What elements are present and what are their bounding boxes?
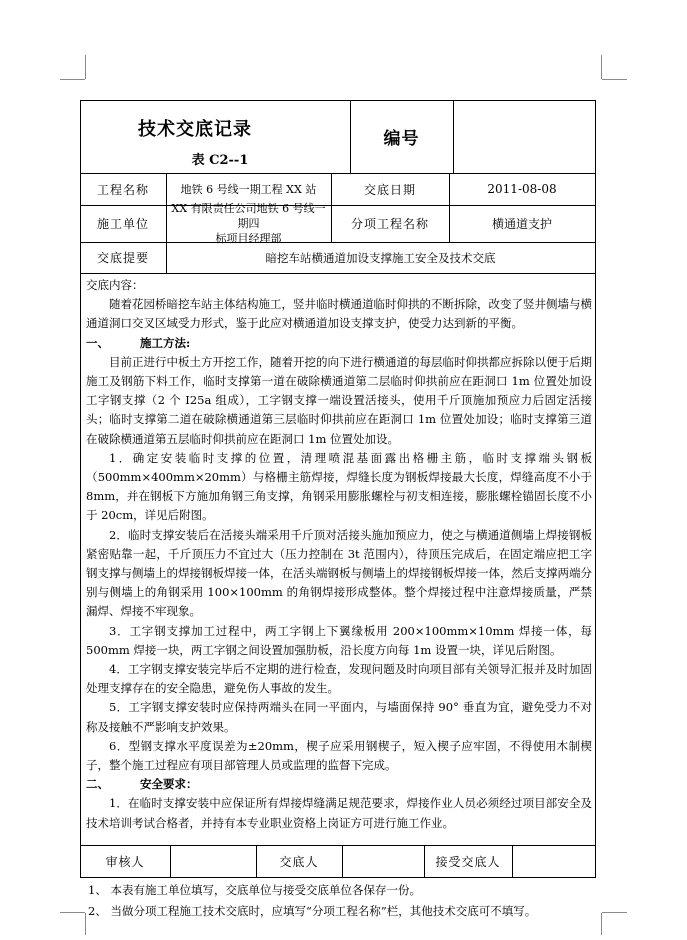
construction-unit-label: 施工单位 [96,217,149,231]
form-number: 表 C2--1 [191,152,249,168]
table-border-right [595,100,596,878]
section1-number: 一、 [86,335,109,350]
crop-mark-top-left-h [60,79,85,80]
table-rule-row3 [80,273,596,274]
crop-mark-bottom-right-h [602,912,627,913]
section2-number: 二、 [86,777,109,792]
handover-content [86,276,592,833]
construction-unit-line2: 标项目经理部 [215,232,282,245]
section1-title: 施工方法: [140,335,191,350]
section2-title: 安全要求： [140,777,198,792]
method-item-5: 5．工字钢支撑安装时应保持两端头在同一平面内，与墙面保持 90° 垂直为宜，避免受力不对称及接触不严影响支护效果。 [86,700,592,734]
summary-label: 交底提要 [96,251,149,265]
method-item-3: 3．工字钢支撑加工过程中，两工字钢上下翼缘板用 200×100mm×10mm 焊接一体，每 500mm 焊接一块，两工字钢之间设置加强肋板，沿长度方向每 1m 设置一块，详见后附图。 [86,623,592,657]
handover-date: 2011-08-08 [487,182,557,196]
table-border-bottom [80,877,596,878]
handover-person-signature[interactable] [342,845,424,877]
receiver-signature[interactable] [512,845,595,877]
project-name-label: 工程名称 [96,182,149,197]
reviewer-label: 审核人 [105,854,145,869]
sub-project-label: 分项工程名称 [350,217,429,231]
handover-person-label: 交底人 [279,854,319,869]
construction-unit-line1: XX 有限责任公司地铁 6 号线一期四 [171,202,326,230]
method-item-1: 1．确定安装临时支撑的位置，清理喷混基面露出格栅主筋，临时支撑端头钢板（500mm×400mm×20mm）与格栅主筋焊接，焊缝长度为钢板焊接最大长度，焊缝高度不小于 8mm，并在钢板下方施加角钢三角支撑，角钢采用膨胀螺栓与初支相连接，膨胀螺栓锚固长度不小于 20cm，详见后附图。 [86,450,592,523]
document-title: 技术交底记录 [138,119,252,140]
reviewer-signature[interactable] [170,845,256,877]
sub-project: 横通道支护 [491,217,552,231]
number-label: 编号 [383,129,420,149]
section-safety [86,775,592,794]
method-item-4: 4．工字钢支撑安装完毕后不定期的进行检查，发现问题及时向项目部有关领导汇报并及时加固处理支撑存在的安全隐患，避免伤人事故的发生。 [86,662,592,696]
crop-mark-bottom-left-v [85,913,86,935]
summary: 暗挖车站横通道加设支撑施工安全及技术交底 [265,250,496,265]
construction-unit [166,202,331,245]
crop-mark-top-right-v [601,55,602,79]
content-intro-label: 交底内容： [86,278,144,292]
crop-mark-bottom-right-v [601,913,602,935]
footnote-1: 1、 本表有施工单位填写，交底单位与接受交底单位各保存一份。 [88,883,421,897]
method-item-6: 6．型钢支撑水平度误差为±20mm，楔子应采用钢楔子，短入楔子应牢固，不得使用木制楔子，整个施工过程应有项目部管理人员或监理的监督下完成。 [86,738,592,773]
safety-item-1: 1．在临时支撑安装中应保证所有焊接焊缝满足规范要求，焊接作业人员必须经过项目部安全及技术培训考试合格者，并持有本专业职业资格上岗证方可进行施工作业。 [86,796,592,830]
crop-mark-top-left-v [85,55,86,79]
footnote-2: 2、 当做分项工程施工技术交底时，应填写“分项工程名称”栏，其他技术交底可不填写。 [88,904,537,918]
crop-mark-bottom-left-h [60,912,85,913]
receiver-label: 接受交底人 [435,854,501,869]
project-name: 地铁 6 号线一期工程 XX 站 [180,183,317,196]
content-intro: 随着花园桥暗挖车站主体结构施工，竖井临时横通道临时仰拱的不断拆除，改变了竖井侧墙与横通道洞口交叉区域受力形式，鉴于此应对横通道加设支撑支护，使受力达到新的平衡。 [86,297,592,331]
crop-mark-top-right-h [602,79,627,80]
method-item-2: 2．临时支撑安装后在活接头端采用千斤顶对活接头施加预应力，使之与横通道侧墙上焊接钢板紧密贴靠一起，千斤顶压力不宜过大（压力控制在 3t 范围内），待顶压完成后，在固定端应把工字钢支撑与侧墙上的焊接钢板焊接一体，在活头端钢板与侧墙上的焊接钢板焊接一体，然后支撑两端分别与侧墙上的角钢采用 100×100mm 的角钢焊接形成整体。整个焊接过程中注意焊接质量，严禁漏焊、焊接不牢现象。 [86,527,592,619]
number-value[interactable] [453,100,595,173]
section-construction-method [86,334,592,353]
handover-date-label: 交底日期 [363,182,416,197]
method-paragraph: 目前正进行中板土方开挖工作，随着开挖的向下进行横通道的每层临时仰拱都应拆除以便于后期施工及钢筋下料工作，临时支撑第一道在破除横通道第二层临时仰拱前应在距洞口 1m 位置处加设工字钢支撑（2 个 I25a 组成），工字钢支撑一端设置活接头，使用千斤顶施加预应力后固定活接头；临时支撑第二道在破除横通道第三层临时仰拱前应在距洞口 1m 位置处加设；临时支撑第三道在破除横通道第五层临时仰拱前应在距洞口 1m 位置处加设。 [86,354,592,446]
